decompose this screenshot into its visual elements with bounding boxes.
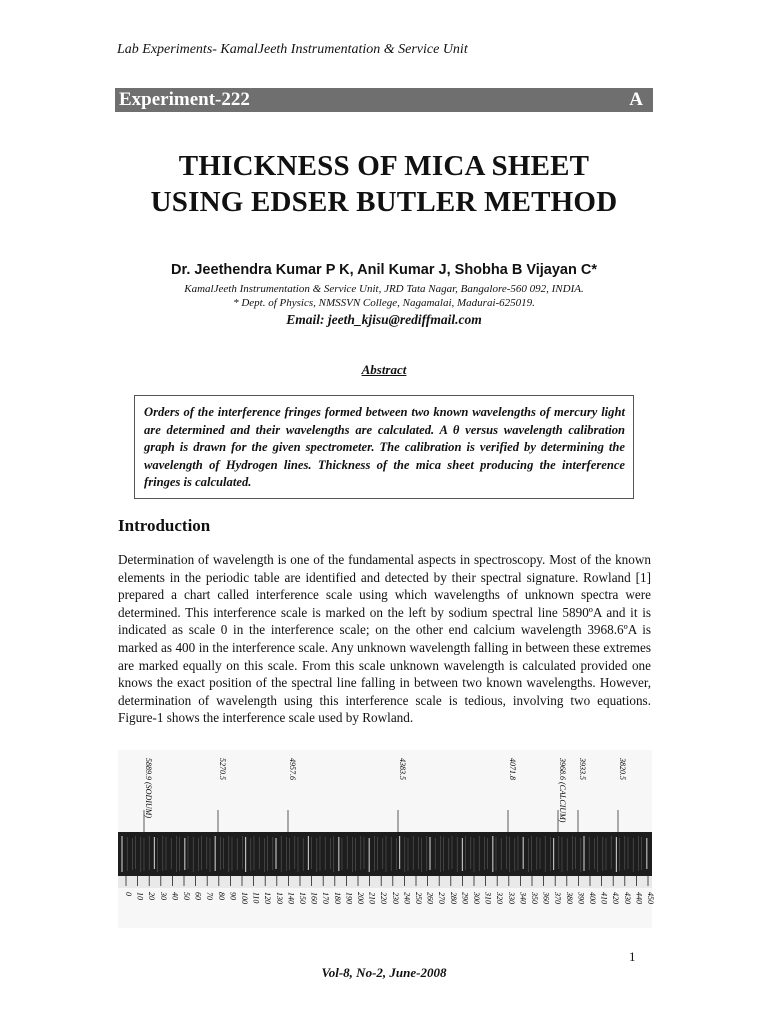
scale-label: 160 <box>309 892 319 904</box>
footer: Vol-8, No-2, June-2008 <box>321 965 447 980</box>
scale-label: 450 <box>646 892 655 904</box>
scale-label: 430 <box>622 892 632 904</box>
abstract-box <box>134 395 634 499</box>
scale-label: 0 <box>124 892 133 896</box>
experiment-tag: A <box>629 89 643 110</box>
wavelength-label: 5270.5 <box>218 758 227 780</box>
interference-scale-image <box>118 750 655 928</box>
scale-label: 200 <box>356 892 365 904</box>
scale-label: 400 <box>588 892 597 904</box>
scale-label: 170 <box>321 892 331 904</box>
scale-label: 360 <box>541 892 551 904</box>
scale-label: 30 <box>158 892 168 900</box>
scale-label: 120 <box>263 892 273 904</box>
scale-label: 10 <box>135 892 145 900</box>
scale-label: 410 <box>599 892 609 904</box>
scale-label: 300 <box>472 892 481 904</box>
experiment-bar <box>115 88 653 112</box>
affiliation-2: * Dept. of Physics, NMSSVN College, Nagamalai, Madurai-625019. <box>233 297 535 309</box>
figure-interference-scale <box>118 750 655 928</box>
scale-label: 20 <box>147 892 157 900</box>
scale-label: 390 <box>576 892 586 904</box>
introduction-paragraph: Determination of wavelength is one of the fundamental aspects in spectroscopy. Most of the known elements in the periodic table are identified and detected by their spectral signature. Rowland [1] prepared a chart called interference scale using which wavelengths of unknown spectra were determined. This interference scale is marked on the left by sodium spectral line 5890ºA and it is indicated as scale 0 in the interference scale; on the other end calcium wavelength 3968.6ºA is marked as 400 in the interference scale. Any unknown wavelength falling in between these extremes are marked equally on this scale. From this scale unknown wavelength is calculated provided one knows the exact position of the spectral line falling in between two known wavelengths. However, determination of wavelength using this interference scale is tedious, involving two equations. Figure-1 shows the interference scale used by Rowland. <box>118 552 651 726</box>
scale-label: 320 <box>495 892 505 904</box>
scale-label: 350 <box>530 892 539 904</box>
scale-label: 290 <box>460 892 470 904</box>
page-number: 1 <box>629 949 636 964</box>
wavelength-label: 4071.8 <box>508 758 517 780</box>
scale-label: 250 <box>414 892 423 904</box>
title-line-2: USING EDSER BUTLER METHOD <box>150 186 618 218</box>
scale-label: 240 <box>402 892 412 904</box>
scale-label: 40 <box>170 892 180 900</box>
wavelength-label: 3968.6 (CALCIUM) <box>558 758 567 823</box>
affiliation-1: KamalJeeth Instrumentation & Service Unit, JRD Tata Nagar, Bangalore-560 092, INDIA. <box>184 283 584 295</box>
scale-label: 150 <box>298 892 307 904</box>
email: Email: jeeth_kjisu@rediffmail.com <box>286 312 482 327</box>
running-header: Lab Experiments- KamalJeeth Instrumentation & Service Unit <box>117 42 468 57</box>
scale-label: 310 <box>483 892 493 904</box>
wavelength-label: 4957.6 <box>288 758 297 780</box>
scale-label: 220 <box>379 892 389 904</box>
wavelength-label: 3820.5 <box>618 758 627 780</box>
scale-label: 130 <box>274 892 284 904</box>
scale-label: 420 <box>611 892 621 904</box>
title-line-1: THICKNESS OF MICA SHEET <box>178 150 590 182</box>
introduction-heading: Introduction <box>118 516 211 535</box>
scale-label: 70 <box>205 892 215 900</box>
scale-label: 90 <box>228 892 238 900</box>
scale-label: 340 <box>518 892 528 904</box>
scale-label: 260 <box>425 892 435 904</box>
wavelength-label: 4383.5 <box>398 758 407 780</box>
scale-label: 60 <box>193 892 203 900</box>
wavelength-label: 5889.9 (SODIUM) <box>144 758 153 818</box>
scale-label: 180 <box>332 892 342 904</box>
experiment-label: Experiment-222 <box>119 89 250 110</box>
scale-label: 330 <box>506 892 516 904</box>
scale-label: 50 <box>182 892 191 900</box>
scale-label: 230 <box>390 892 400 904</box>
scale-label: 440 <box>634 892 644 904</box>
scale-label: 190 <box>344 892 354 904</box>
authors: Dr. Jeethendra Kumar P K, Anil Kumar J, Shobha B Vijayan C* <box>171 262 597 278</box>
scale-label: 210 <box>367 892 377 904</box>
scale-label: 80 <box>216 892 226 900</box>
scale-label: 370 <box>553 892 563 904</box>
scale-label: 270 <box>437 892 447 904</box>
scale-label: 280 <box>448 892 458 904</box>
abstract-text: Orders of the interference fringes formed between two known wavelengths of mercury light are determined and their wavelengths are calculated. A θ versus wavelength calibration graph is drawn for the given spectrometer. The calibration is verified by determining the wavelength of Hydrogen lines. Thickness of the mica sheet producing the interference fringes is calculated. <box>144 405 625 489</box>
scale-label: 110 <box>251 892 261 904</box>
scale-label: 100 <box>240 892 249 904</box>
abstract-heading: Abstract <box>361 362 407 377</box>
wavelength-label: 3933.5 <box>578 758 587 780</box>
scale-label: 380 <box>564 892 574 904</box>
scale-label: 140 <box>286 892 296 904</box>
